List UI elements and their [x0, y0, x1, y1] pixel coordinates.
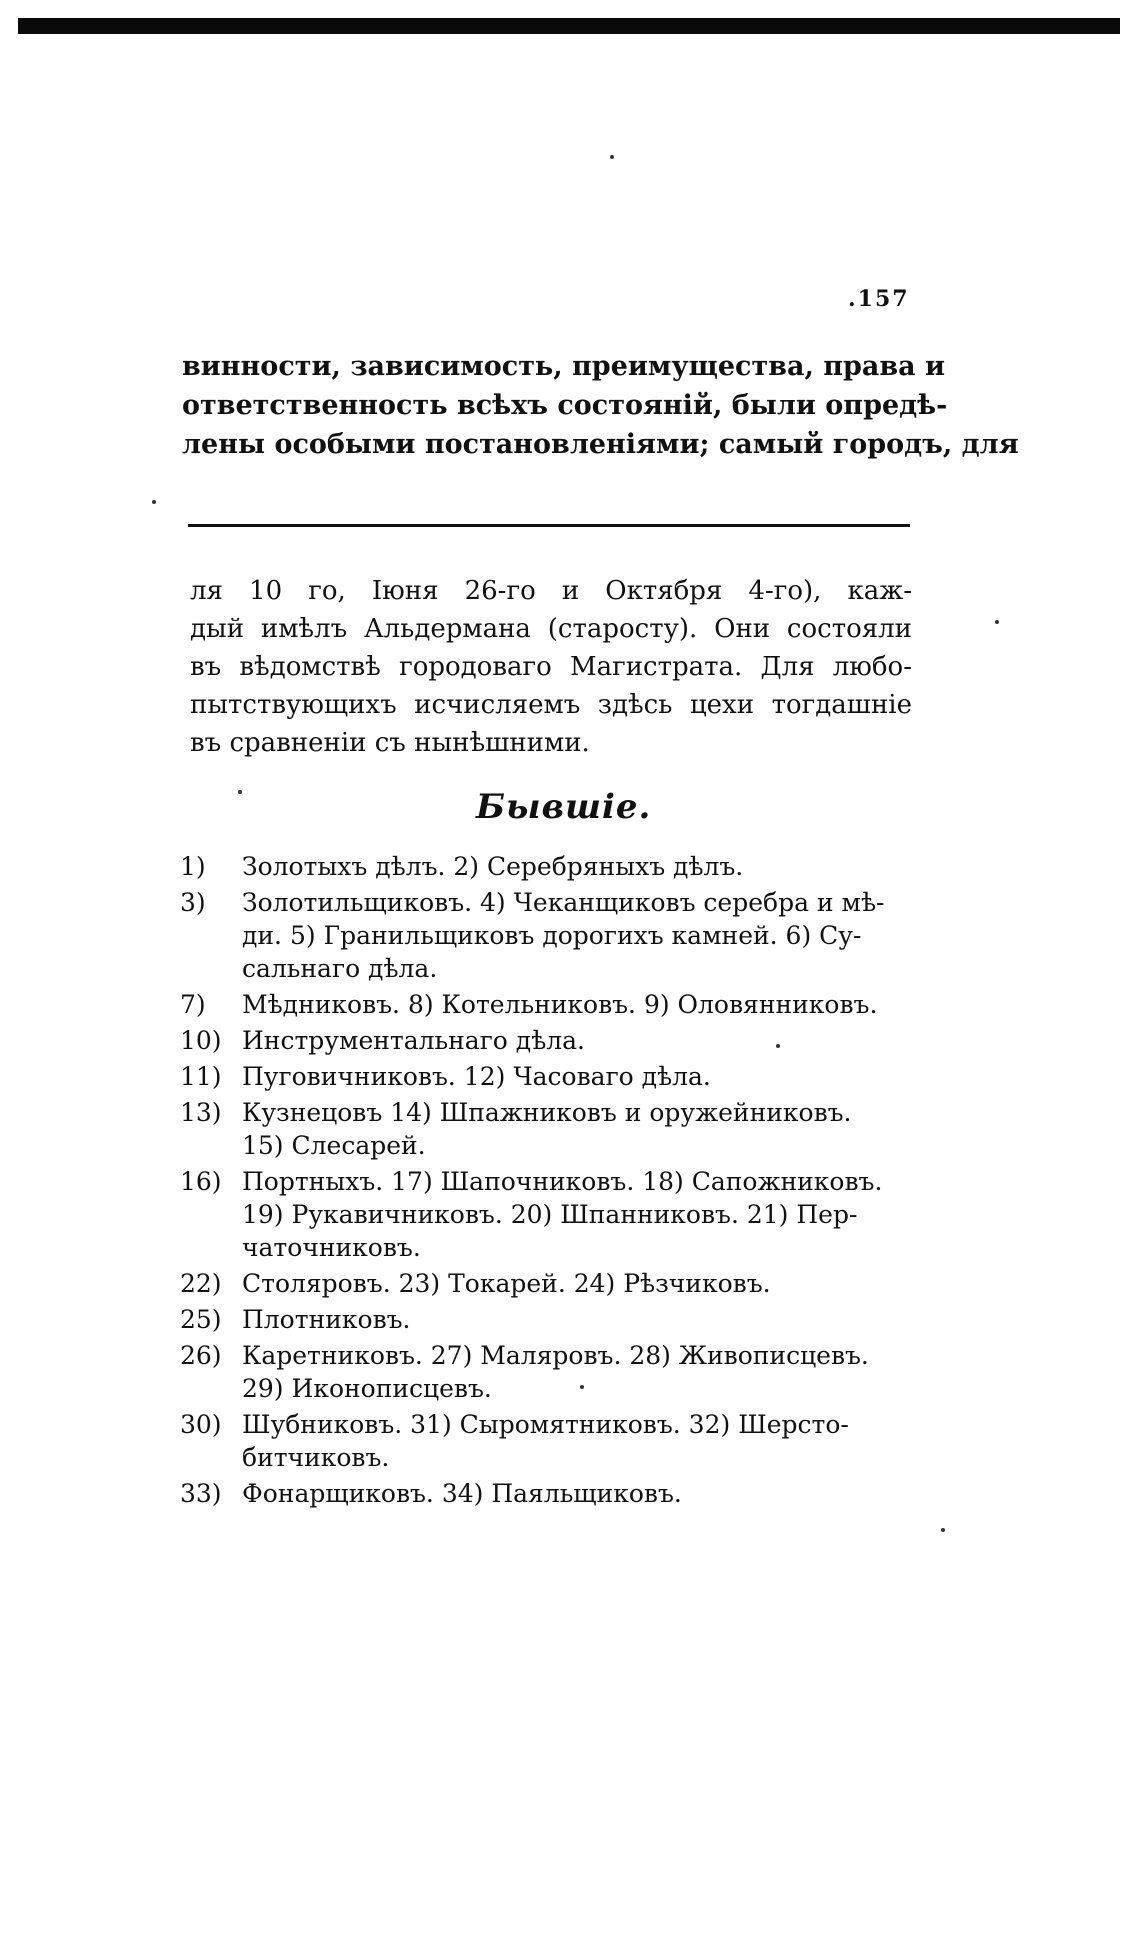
guild-item-line: Портныхъ. 17) Шапочниковъ. 18) Сапожниковъ.: [242, 1167, 883, 1196]
guild-item-line: Фонарщиковъ. 34) Паяльщиковъ.: [242, 1479, 682, 1508]
guild-item-number: 33): [180, 1479, 222, 1508]
scan-speck: [941, 1528, 945, 1532]
guild-list-item: [180, 1096, 915, 1162]
guild-item-line: Мѣдниковъ. 8) Котельниковъ. 9) Оловянниковъ.: [242, 990, 878, 1019]
footnote-paragraph: [190, 572, 912, 762]
guild-list-item: [180, 886, 915, 985]
main-text-line: винности, зависимость, преимущества, права и: [182, 351, 946, 382]
guild-item-number: 1): [180, 852, 206, 881]
guild-item-number: 30): [180, 1410, 222, 1439]
footnote-separator-rule: [188, 524, 910, 527]
guild-item-line: Золотильщиковъ. 4) Чеканщиковъ серебра и мѣ-: [242, 888, 885, 917]
guild-item-number: 16): [180, 1167, 222, 1196]
guild-item-number: 11): [180, 1062, 222, 1091]
scan-speck: [995, 620, 999, 624]
guild-list: [180, 850, 915, 1513]
guild-item-text: [242, 988, 915, 1021]
guild-item-line: Золотыхъ дѣлъ. 2) Серебряныхъ дѣлъ.: [242, 852, 744, 881]
guild-item-line: 15) Слесарей.: [242, 1131, 426, 1160]
guild-list-item: [180, 1303, 915, 1336]
page-number: .157: [848, 286, 910, 312]
guild-item-number: 7): [180, 990, 206, 1019]
guild-item-line: чаточниковъ.: [242, 1233, 421, 1262]
guild-item-text: [242, 1060, 915, 1093]
guild-list-item: [180, 1477, 915, 1510]
scan-speck: [152, 500, 156, 504]
guild-list-item: [180, 988, 915, 1021]
guild-item-line: Кузнецовъ 14) Шпажниковъ и оружейниковъ.: [242, 1098, 852, 1127]
footnote-line: въ сравненіи съ нынѣшними.: [190, 728, 590, 758]
guild-item-line: Пуговичниковъ. 12) Часоваго дѣла.: [242, 1062, 711, 1091]
guild-item-text: [242, 850, 915, 883]
scan-speck: [610, 155, 614, 159]
scan-speck: [238, 790, 242, 794]
guild-item-line: битчиковъ.: [242, 1443, 390, 1472]
guild-item-number: 3): [180, 888, 206, 917]
scan-top-edge: [18, 18, 1120, 34]
scan-speck: [776, 1044, 780, 1048]
guild-list-item: [180, 1267, 915, 1300]
guild-item-text: [242, 1165, 915, 1264]
guild-item-line: 19) Рукавичниковъ. 20) Шпанниковъ. 21) Пер-: [242, 1200, 858, 1229]
guild-list-item: [180, 850, 915, 883]
footnote-line: ля 10 го, Іюня 26-го и Октября 4-го), каж-: [190, 576, 912, 606]
guild-item-text: [242, 1303, 915, 1336]
guild-list-item: [180, 1024, 915, 1057]
guild-item-line: Шубниковъ. 31) Сыромятниковъ. 32) Шерсто-: [242, 1410, 849, 1439]
footnote-line: дый имѣлъ Альдермана (старосту). Они состояли: [190, 614, 912, 644]
guild-item-text: [242, 1267, 915, 1300]
main-text-paragraph: [182, 347, 1019, 464]
guild-item-line: Каретниковъ. 27) Маляровъ. 28) Живописцевъ.: [242, 1341, 869, 1370]
guild-item-text: [242, 1096, 915, 1162]
guild-item-line: Плотниковъ.: [242, 1305, 411, 1334]
guild-item-text: [242, 1339, 915, 1405]
guild-item-line: ди. 5) Гранильщиковъ дорогихъ камней. 6) Су-: [242, 921, 862, 950]
scan-speck: [580, 1385, 584, 1389]
guild-item-line: Столяровъ. 23) Токарей. 24) Рѣзчиковъ.: [242, 1269, 771, 1298]
guild-item-line: 29) Иконописцевъ.: [242, 1374, 492, 1403]
guild-list-item: [180, 1060, 915, 1093]
guild-list-item: [180, 1408, 915, 1474]
footnote-line: въ вѣдомствѣ городоваго Магистрата. Для любо-: [190, 652, 912, 682]
guild-item-text: [242, 1477, 915, 1510]
guild-item-text: [242, 1024, 915, 1057]
main-text-line: ответственность всѣхъ состояній, были опредѣ-: [182, 390, 948, 421]
guild-list-item: [180, 1165, 915, 1264]
guild-item-line: сальнаго дѣла.: [242, 954, 438, 983]
footnote-line: пытствующихъ исчисляемъ здѣсь цехи тогдашніе: [190, 690, 912, 720]
guild-item-text: [242, 886, 915, 985]
guild-item-number: 22): [180, 1269, 222, 1298]
guild-item-text: [242, 1408, 915, 1474]
guild-list-item: [180, 1339, 915, 1405]
section-heading: Бывшіе.: [476, 787, 652, 827]
main-text-line: лены особыми постановленіями; самый городъ, для: [182, 429, 1019, 460]
guild-item-number: 13): [180, 1098, 222, 1127]
guild-item-number: 25): [180, 1305, 222, 1334]
guild-item-line: Инструментальнаго дѣла.: [242, 1026, 586, 1055]
guild-item-number: 26): [180, 1341, 222, 1370]
guild-item-number: 10): [180, 1026, 222, 1055]
